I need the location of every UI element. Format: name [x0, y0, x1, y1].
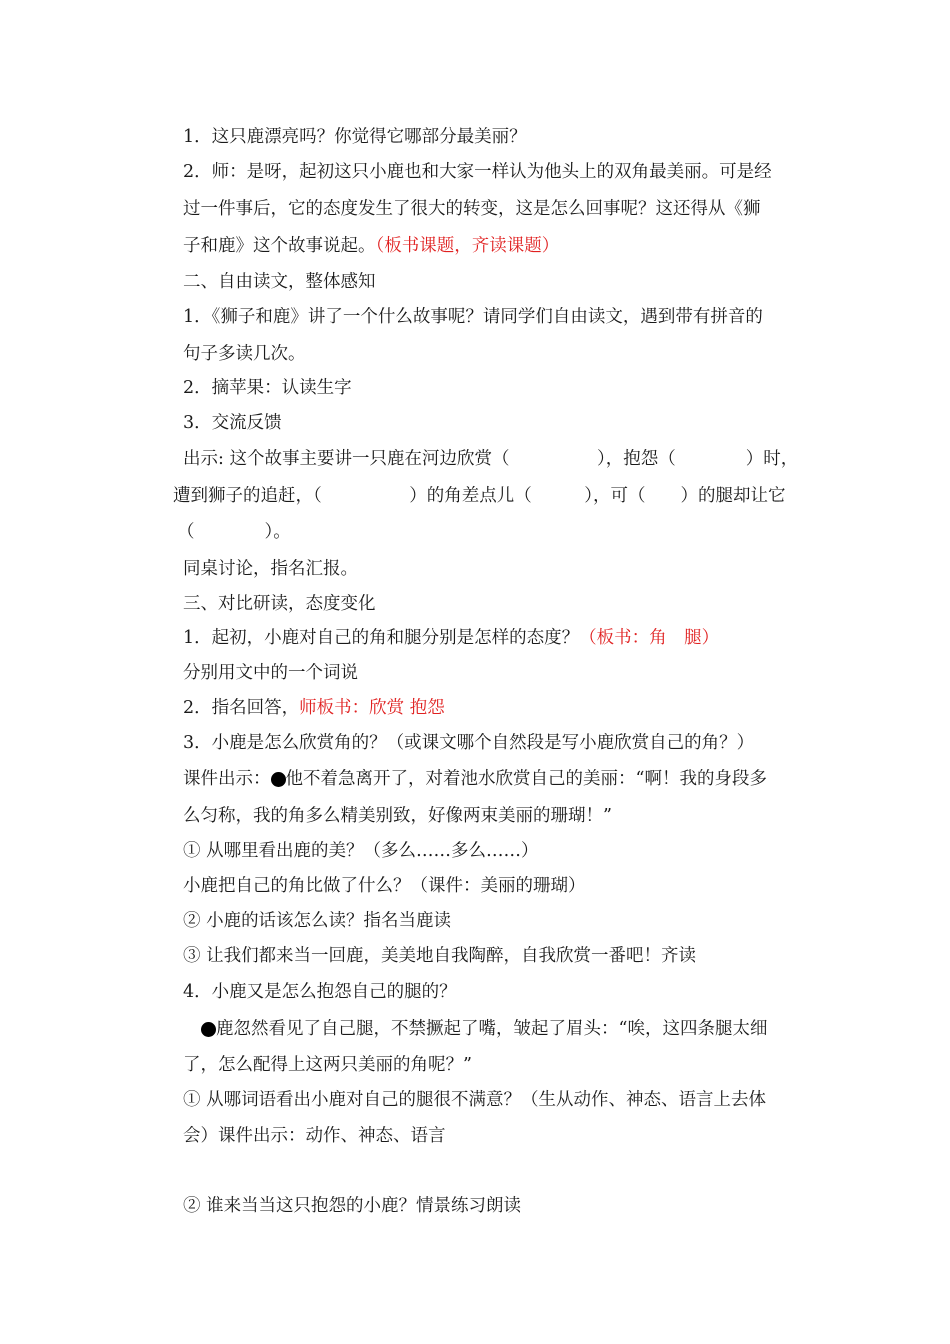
section-heading-2: 二、自由读文，整体感知: [183, 272, 376, 292]
dissatisfaction-question-2: 会）课件出示：动作、神态、语言: [183, 1126, 446, 1146]
sub-question-3: ③ 让我们都来当一回鹿，美美地自我陶醉，自我欣赏一番吧！齐读: [183, 946, 697, 966]
answer-line: [183, 696, 445, 720]
role-play-reading: ② 谁来当当这只抱怨的小鹿？情景练习朗读: [183, 1196, 522, 1216]
task-read-line-1: 1．《狮子和鹿》讲了一个什么故事呢？请同学们自由读文，遇到带有拼音的: [183, 307, 763, 327]
answer-text: 2．指名回答，: [183, 698, 300, 718]
courseware-quote-line-2: 么匀称，我的角多么精美别致，好像两束美丽的珊瑚！”: [183, 806, 612, 826]
leg-quote-line-1: [201, 1017, 767, 1041]
teacher-intro-line-3: [183, 234, 559, 258]
quote-text-2: 鹿忽然看见了自己腿，不禁撅起了嘴，皱起了眉头：“唉，这四条腿太细: [216, 1019, 768, 1039]
teacher-intro-line-2: 过一件事后，它的态度发生了很大的转变，这是怎么回事呢？这还得从《狮: [183, 199, 761, 219]
word-hint: 分别用文中的一个词说: [183, 663, 358, 683]
sub-question-1: ① 从哪里看出鹿的美？（多么……多么……）: [183, 841, 539, 861]
appreciate-question: 3．小鹿是怎么欣赏角的？（或课文哪个自然段是写小鹿欣赏自己的角？）: [183, 733, 755, 753]
task-read-line-2: 句子多读几次。: [183, 344, 306, 364]
courseware-label: 课件出示：: [183, 769, 271, 789]
bullet-dot-icon: [271, 772, 286, 787]
attitude-question: [183, 626, 719, 650]
quote-text-1: 他不着急离开了，对着池水欣赏自己的美丽：“啊！我的身段多: [285, 769, 767, 789]
bullet-dot-icon: [201, 1022, 216, 1037]
board-note-horn-leg: （板书：角 腿）: [579, 628, 720, 648]
leg-quote-line-2: 了，怎么配得上这两只美丽的角呢？”: [183, 1055, 472, 1075]
dissatisfaction-question-1: ① 从哪词语看出小鹿对自己的腿很不满意？（生从动作、神态、语言上去体: [183, 1090, 767, 1110]
discussion-note: 同桌讨论，指名汇报。: [183, 559, 358, 579]
fill-blank-line-1: 出示: 这个故事主要讲一只鹿在河边欣赏（ ），抱怨（ ）时，: [183, 449, 799, 469]
attitude-question-text: 1．起初，小鹿对自己的角和腿分别是怎样的态度？: [183, 628, 580, 648]
task-pick-apples: 2．摘苹果：认读生字: [183, 378, 352, 398]
teacher-intro-line-1: 2．师：是呀，起初这只小鹿也和大家一样认为他头上的双角最美丽。可是经: [183, 162, 772, 182]
board-note-title: （板书课题，齐读课题）: [375, 236, 560, 256]
courseware-quote-line-1: [183, 767, 767, 791]
metaphor-question: 小鹿把自己的角比做了什么？（课件：美丽的珊瑚）: [183, 876, 586, 896]
task-feedback: 3．交流反馈: [183, 413, 282, 433]
teacher-intro-text: 子和鹿》这个故事说起。: [183, 236, 376, 256]
section-heading-3: 三、对比研读，态度变化: [183, 594, 376, 614]
fill-blank-line-3: （ ）。: [177, 522, 291, 542]
fill-blank-line-2: 遭到狮子的追赶，（ ）的角差点儿（ ），可（ ）的腿却让它: [173, 486, 786, 506]
question-beauty: 1．这只鹿漂亮吗？你觉得它哪部分最美丽？: [183, 127, 527, 147]
sub-question-2: ② 小鹿的话该怎么读？指名当鹿读: [183, 911, 452, 931]
complain-question: 4．小鹿又是怎么抱怨自己的腿的？: [183, 982, 457, 1002]
board-note-appreciate-complain: 师板书：欣赏 抱怨: [299, 698, 445, 718]
